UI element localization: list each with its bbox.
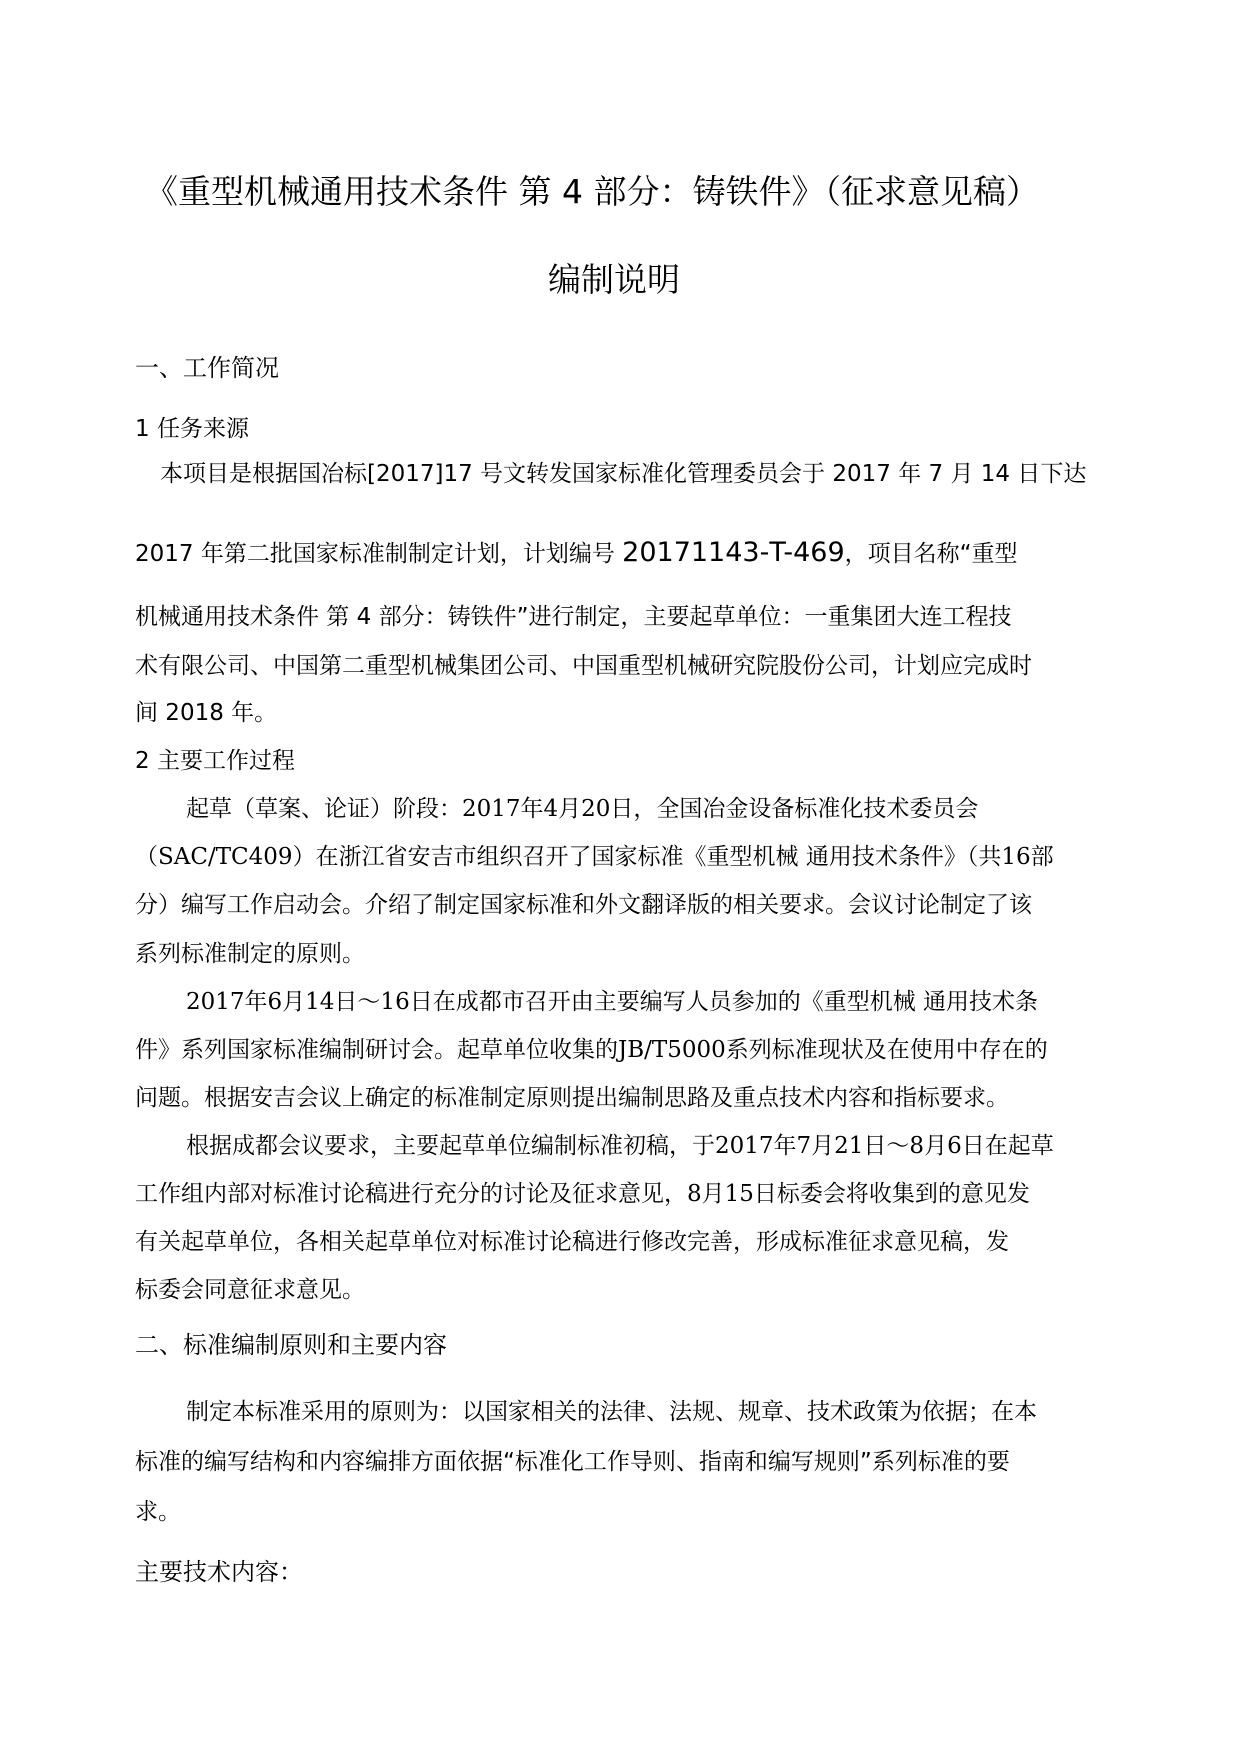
paragraph-line: 间 2018 年。 (135, 700, 278, 726)
paragraph-text: ，项目名称“重型 (844, 541, 1018, 567)
document-title: 《重型机械通用技术条件 第 4 部分：铸铁件》（征求意见稿） (145, 172, 1039, 211)
paragraph-line: 分）编写工作启动会。介绍了制定国家标准和外文翻译版的相关要求。会议讨论制定了该 (135, 892, 1032, 918)
paragraph-line: 本项目是根据国冶标[2017]17 号文转发国家标准化管理委员会于 2017 年 7 月 14 日下达 (160, 461, 1087, 487)
section-1-heading: 一、工作简况 (135, 354, 279, 382)
paragraph-line: 件》系列国家标准编制研讨会。起草单位收集的JB/T5000系列标准现状及在使用中存在的 (135, 1037, 1048, 1063)
paragraph-line: 制定本标准采用的原则为：以国家相关的法律、法规、规章、技术政策为依据；在本 (186, 1399, 1037, 1425)
paragraph-line: 根据成都会议要求，主要起草单位编制标准初稿，于2017年7月21日～8月6日在起草 (186, 1133, 1054, 1159)
subsection-2-heading: 2 主要工作过程 (135, 748, 295, 774)
paragraph-line: 标准的编写结构和内容编排方面依据“标准化工作导则、指南和编写规则”系列标准的要 (135, 1449, 1010, 1475)
paragraph-line: 问题。根据安吉会议上确定的标准制定原则提出编制思路及重点技术内容和指标要求。 (135, 1085, 1009, 1111)
paragraph-line: 有关起草单位，各相关起草单位对标准讨论稿进行修改完善，形成标准征求意见稿，发 (135, 1229, 1009, 1255)
paragraph-line: 机械通用技术条件 第 4 部分：铸铁件”进行制定，主要起草单位：一重集团大连工程技 (135, 604, 1012, 630)
main-technical-content-heading: 主要技术内容： (135, 1558, 303, 1586)
paragraph-line: 标委会同意征求意见。 (135, 1277, 365, 1303)
paragraph-line: 求。 (135, 1499, 181, 1525)
paragraph-line: 工作组内部对标准讨论稿进行充分的讨论及征求意见，8月15日标委会将收集到的意见发 (135, 1181, 1030, 1207)
paragraph-text: 2017 年第二批国家标准制制定计划，计划编号 (135, 541, 623, 567)
plan-number: 20171143-T-469 (622, 537, 845, 568)
subsection-1-heading: 1 任务来源 (135, 416, 249, 442)
section-2-heading: 二、标准编制原则和主要内容 (135, 1331, 447, 1359)
paragraph-line: （SAC/TC409）在浙江省安吉市组织召开了国家标准《重型机械 通用技术条件》（共16部 (135, 844, 1054, 870)
paragraph-line: 术有限公司、中国第二重型机械集团公司、中国重型机械研究院股份公司，计划应完成时 (135, 653, 1032, 679)
paragraph-line: 起草（草案、论证）阶段：2017年4月20日，全国冶金设备标准化技术委员会 (186, 796, 979, 822)
paragraph-line: 2017年6月14日～16日在成都市召开由主要编写人员参加的《重型机械 通用技术条 (186, 989, 1039, 1015)
paragraph-line (135, 535, 1095, 568)
document-subtitle: 编制说明 (548, 260, 680, 299)
paragraph-line: 系列标准制定的原则。 (135, 941, 365, 967)
